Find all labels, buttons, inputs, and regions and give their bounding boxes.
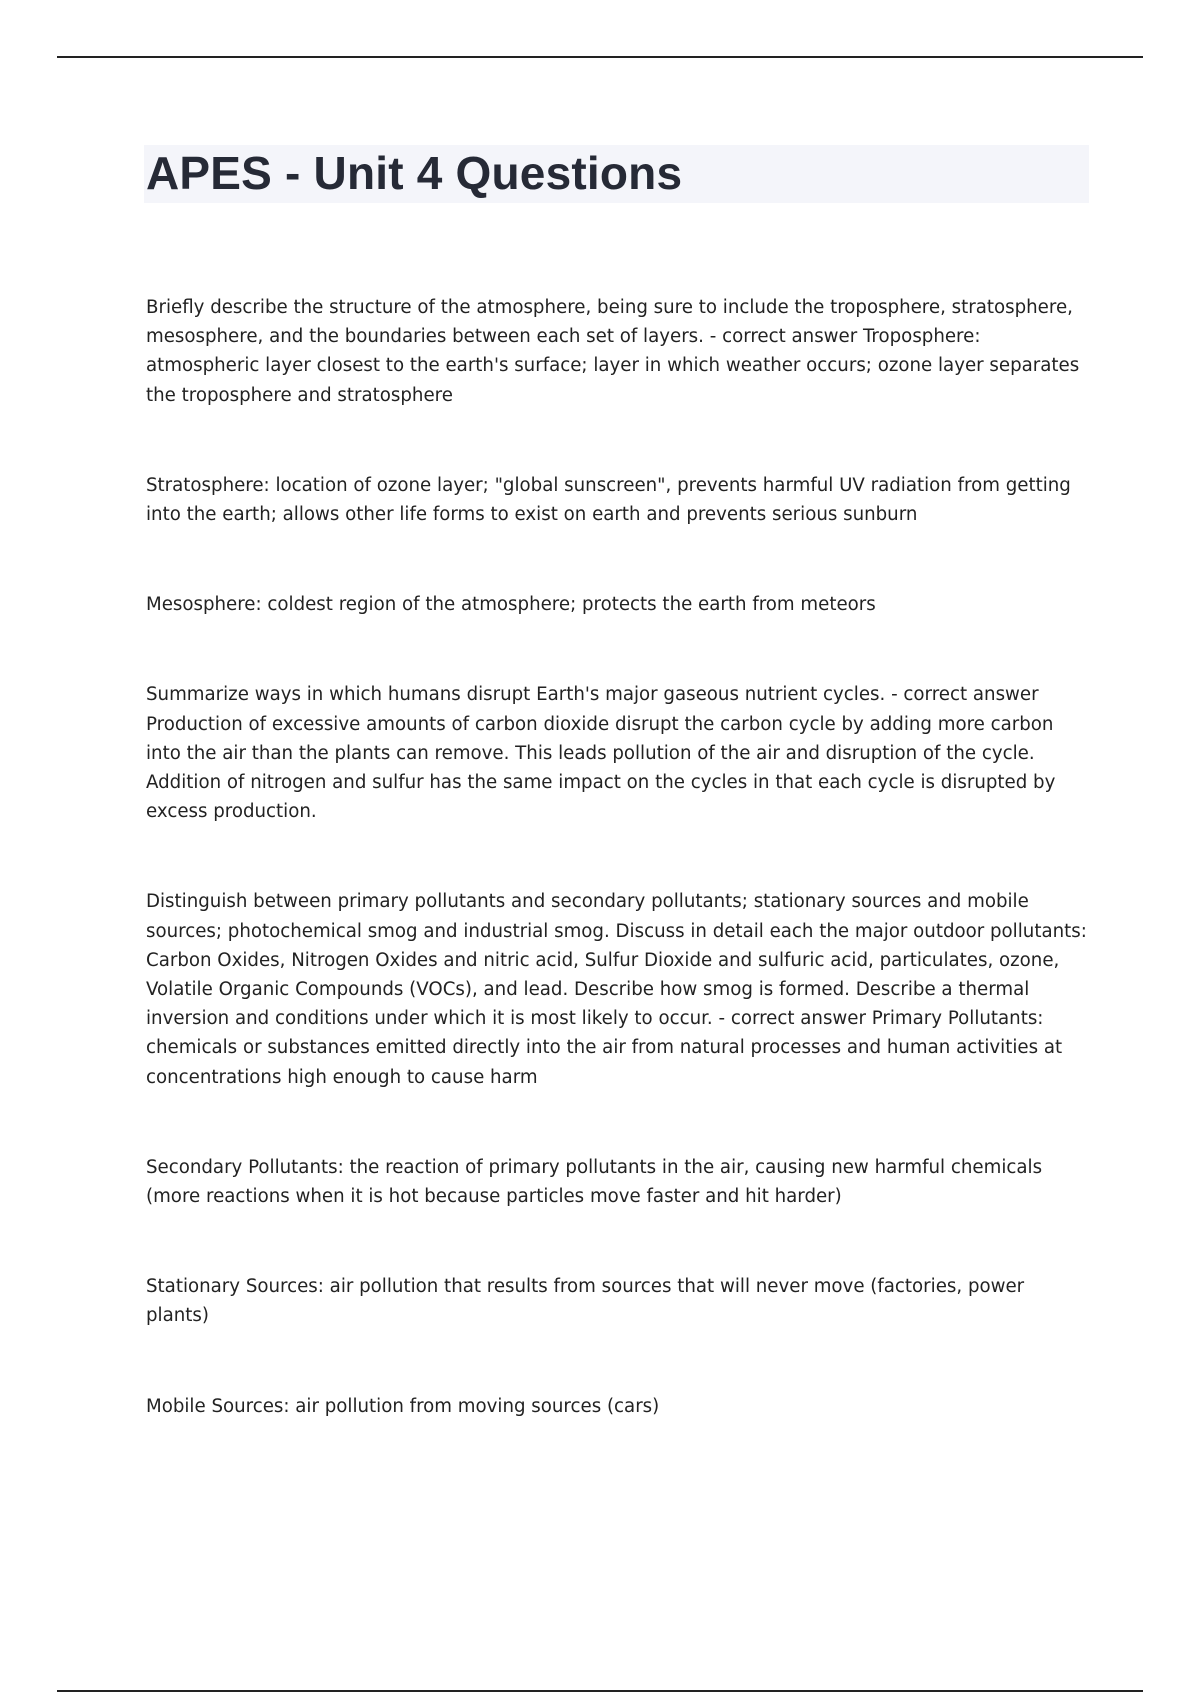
- paragraph-pollutants: Distinguish between primary pollutants and secondary pollutants; stationary sources and mobile sources; photochemical smog and industrial smog. Discuss in detail each the major outdoor pollutants: Carbon Oxides, Nitrogen Oxides and nitric acid, Sulfur Dioxide and sulfuric acid, particulates, ozone, Volatile Organic Compounds (VOCs), and lead. Describe how smog is formed. Describe a thermal inversion and conditions under which it is most likely to occur. - correct answer Primary Pollutants: chemicals or substances emitted directly into the air from natural processes and human activities at concentrations high enough to cause harm: [146, 891, 1087, 1088]
- paragraph-secondary-pollutants: Secondary Pollutants: the reaction of primary pollutants in the air, causing new harmful chemicals (more reactions when it is hot because particles move faster and hit harder): [146, 1156, 1043, 1208]
- top-divider: [57, 56, 1143, 58]
- paragraph-atmosphere-structure: Briefly describe the structure of the atmosphere, being sure to include the troposphere, stratosphere, mesosphere, and the boundaries between each set of layers. - correct answer Troposphere: atmospheric layer closest to the earth's surface; layer in which weather occurs; ozone layer separates the troposphere and stratosphere: [146, 297, 1080, 406]
- document-body: [146, 293, 1091, 1482]
- paragraph-stationary-sources: Stationary Sources: air pollution that results from sources that will never move (factories, power plants): [146, 1276, 1025, 1327]
- paragraph-stratosphere: Stratosphere: location of ozone layer; "global sunscreen", prevents harmful UV radiation from getting into the earth; allows other life forms to exist on earth and prevents serious sunburn: [146, 474, 1071, 526]
- document-title: APES - Unit 4 Questions: [146, 147, 683, 199]
- paragraph-mesosphere: Mesosphere: coldest region of the atmosphere; protects the earth from meteors: [146, 594, 876, 616]
- paragraph-nutrient-cycles: Summarize ways in which humans disrupt Earth's major gaseous nutrient cycles. - correct answer Production of excessive amounts of carbon dioxide disrupt the carbon cycle by adding more carbon into the air than the plants can remove. This leads pollution of the air and disruption of the cycle. Addition of nitrogen and sulfur has the same impact on the cycles in that each cycle is disrupted by excess production.: [146, 684, 1056, 823]
- bottom-divider: [57, 1690, 1143, 1692]
- paragraph-mobile-sources: Mobile Sources: air pollution from moving sources (cars): [146, 1395, 660, 1417]
